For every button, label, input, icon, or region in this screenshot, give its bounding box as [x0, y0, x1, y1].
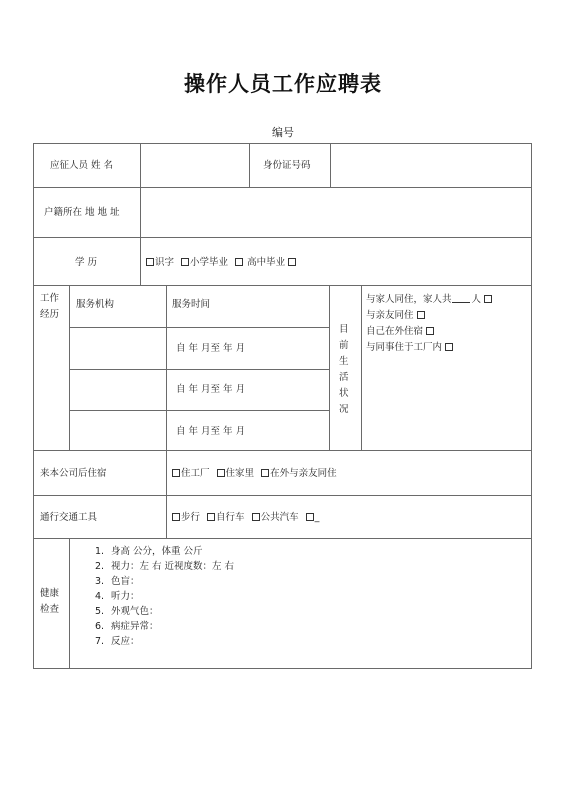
health-item-number: 7.: [95, 636, 105, 647]
health-item-number: 6.: [95, 621, 105, 632]
health-items: [95, 544, 234, 649]
checkbox-home[interactable]: [217, 469, 225, 477]
option-literate: 识字: [155, 257, 175, 268]
lodging-label: 来本公司后住宿: [40, 468, 107, 479]
option-bicycle: 自行车: [216, 512, 245, 523]
health-item-text: 视力：左 右 近视度数：左 右: [111, 561, 235, 572]
address-label: 户籍所在 地 地 址: [44, 207, 120, 218]
transport-options: [172, 511, 323, 524]
checkbox-factory[interactable]: [172, 469, 180, 477]
family-count-unit: 人: [471, 294, 482, 305]
health-item-number: 3.: [95, 576, 105, 587]
checkbox-coworkers[interactable]: [445, 343, 453, 351]
health-item-number: 1.: [95, 546, 105, 557]
time-row-3: 自 年 月至 年 月: [176, 426, 246, 437]
time-row-1: 自 年 月至 年 月: [176, 343, 246, 354]
checkbox-bus[interactable]: [252, 513, 260, 521]
checkbox-primary-school[interactable]: [181, 258, 189, 266]
health-item-text: 病症异常：: [111, 621, 159, 632]
option-high-school: 高中毕业: [247, 257, 286, 268]
org-cell-2[interactable]: [69, 369, 167, 411]
option-other: _: [314, 512, 320, 523]
time-header: 服务时间: [172, 299, 211, 310]
health-item-number: 4.: [95, 591, 105, 602]
health-item-text: 身高 公分，体重 公斤: [111, 546, 203, 557]
health-item-text: 反应：: [111, 636, 140, 647]
option-primary-school: 小学毕业: [190, 257, 229, 268]
health-item: [95, 544, 234, 559]
health-item: [95, 559, 234, 574]
health-item: [95, 574, 234, 589]
checkbox-family[interactable]: [484, 295, 492, 303]
name-label: 应征人员 姓 名: [50, 160, 114, 171]
serial-number-label: 编号: [272, 126, 294, 139]
living-option-alone: 自己在外住宿: [366, 326, 424, 337]
work-section-label: 工作 经历: [40, 293, 60, 320]
education-label: 学 历: [75, 257, 98, 268]
lodging-options: [172, 467, 341, 480]
health-label: 健康 检查: [40, 588, 60, 615]
living-option-family: 与家人同住，家人共: [366, 294, 452, 305]
checkbox-extra[interactable]: [288, 258, 296, 266]
family-count-blank[interactable]: [452, 293, 470, 303]
name-input-cell[interactable]: [140, 143, 250, 188]
option-walk: 步行: [181, 512, 201, 523]
checkbox-bicycle[interactable]: [207, 513, 215, 521]
checkbox-high-school[interactable]: [235, 258, 243, 266]
checkbox-relatives[interactable]: [417, 311, 425, 319]
org-cell-3[interactable]: [69, 410, 167, 451]
living-options: [366, 292, 493, 356]
option-bus: 公共汽车: [260, 512, 299, 523]
living-label: 目 前 生 活 状 况: [339, 324, 349, 415]
id-input-cell[interactable]: [330, 143, 532, 188]
address-input-cell[interactable]: [140, 187, 532, 238]
health-item-text: 色盲：: [111, 576, 140, 587]
health-item-text: 听力：: [111, 591, 140, 602]
option-relatives-outside: 在外与亲友同住: [270, 468, 337, 479]
education-options: [146, 256, 301, 269]
checkbox-walk[interactable]: [172, 513, 180, 521]
health-item-number: 2.: [95, 561, 105, 572]
health-item: [95, 634, 234, 649]
health-item: [95, 619, 234, 634]
health-item: [95, 589, 234, 604]
health-item-text: 外观气色：: [111, 606, 159, 617]
time-row-2: 自 年 月至 年 月: [176, 384, 246, 395]
health-item: [95, 604, 234, 619]
id-label: 身份证号码: [263, 160, 311, 171]
checkbox-relatives-outside[interactable]: [261, 469, 269, 477]
option-factory: 住工厂: [181, 468, 210, 479]
org-cell-1[interactable]: [69, 327, 167, 370]
transport-label: 通行交通工具: [40, 512, 98, 523]
health-item-number: 5.: [95, 606, 105, 617]
page-title: 操作人员工作应聘表: [184, 71, 382, 96]
option-home: 住家里: [225, 468, 255, 479]
checkbox-other[interactable]: [306, 513, 314, 521]
checkbox-literate[interactable]: [146, 258, 154, 266]
living-option-coworkers: 与同事住于工厂内: [366, 342, 443, 353]
org-header: 服务机构: [76, 299, 115, 310]
checkbox-alone[interactable]: [426, 327, 434, 335]
living-option-relatives: 与亲友同住: [366, 310, 414, 321]
